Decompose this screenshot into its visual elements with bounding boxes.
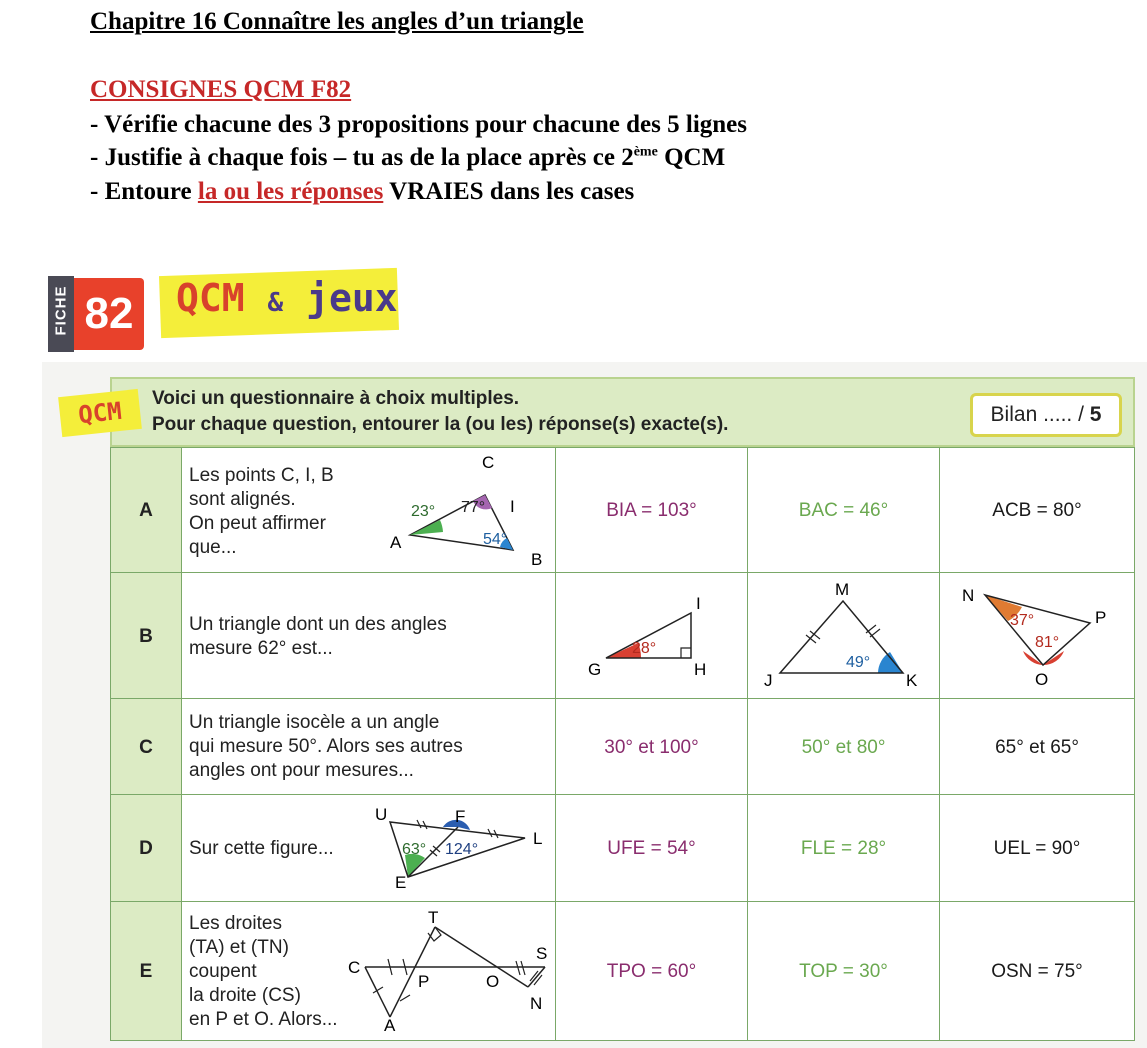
answer-e-1[interactable]: TPO = 60° [555,901,748,1041]
fiche-tab: FICHE [48,276,74,352]
svg-text:63°: 63° [402,841,427,858]
figure-triangle-mjk [748,573,938,697]
answer-c-2[interactable]: 50° et 80° [747,698,940,795]
svg-text:K: K [906,671,918,690]
svg-text:L: L [533,829,543,848]
svg-text:T: T [428,908,439,927]
answer-a-1[interactable]: BIA = 103° [555,447,748,573]
figure-triangle-npo [940,573,1132,697]
answer-b-3[interactable] [939,572,1135,699]
highlighted-text: la ou les réponses [197,178,384,205]
answer-d-3[interactable]: UEL = 90° [939,794,1135,902]
svg-text:S: S [536,944,548,963]
answer-a-3[interactable]: ACB = 80° [939,447,1135,573]
fiche-number: 82 [74,278,144,350]
svg-text:H: H [694,660,707,679]
qcm-badge: QCM [58,389,142,437]
svg-text:C: C [482,453,495,472]
figure-triangle-igh [556,573,746,697]
svg-text:81°: 81° [1035,634,1060,651]
question-c: Un triangle isocèle a un angle qui mesure 50°. Alors ses autres angles ont pour mesures... [181,698,556,795]
row-letter-e: E [110,901,182,1041]
question-e: Les droites (TA) et (TN) coupent la droite (CS) en P et O. Alors... [181,901,556,1041]
question-b: Un triangle dont un des angles mesure 62° est... [181,572,556,699]
svg-text:C: C [348,958,361,977]
intro-line-2: Pour chaque question, entourer la (ou les) réponse(s) exacte(s). [152,414,729,435]
svg-text:124°: 124° [445,841,479,858]
svg-text:U: U [375,805,388,824]
figure-lines-ta-tn [340,905,555,1037]
row-letter-b: B [110,572,182,699]
svg-text:A: A [384,1016,396,1035]
question-d: Sur cette figure... [181,794,556,902]
svg-text:I: I [510,497,515,516]
row-letter-a: A [110,447,182,573]
intro-line-1: Voici un questionnaire à choix multiples. [152,388,520,409]
answer-b-1[interactable] [555,572,748,699]
bilan-box: Bilan ..... / 5 [970,393,1122,437]
answer-d-1[interactable]: UFE = 54° [555,794,748,902]
question-a: Les points C, I, B sont alignés. On peut affirmer que... [181,447,556,573]
instruction-line-1: - Vérifie chacune des 3 propositions pour chacune des 5 lignes [90,111,747,138]
svg-text:77°: 77° [461,499,486,516]
answer-d-2[interactable]: FLE = 28° [747,794,940,902]
svg-text:M: M [835,580,850,599]
answer-a-2[interactable]: BAC = 46° [747,447,940,573]
answer-c-3[interactable]: 65° et 65° [939,698,1135,795]
instruction-line-2: - Justifie à chaque fois – tu as de la place après ce 2ème QCM [90,144,726,171]
svg-text:28°: 28° [632,640,657,657]
svg-text:J: J [764,671,773,690]
svg-text:A: A [390,533,402,552]
answer-b-2[interactable] [747,572,940,699]
figure-ufle [365,800,555,900]
instruction-line-3: - Entoure la ou les réponses VRAIES dans les cases [90,178,635,205]
svg-text:49°: 49° [846,654,871,671]
svg-text:F: F [455,807,466,826]
svg-text:37°: 37° [1010,612,1035,629]
svg-text:P: P [1095,608,1107,627]
answer-e-3[interactable]: OSN = 75° [939,901,1135,1041]
svg-text:B: B [531,550,543,569]
svg-text:G: G [588,660,602,679]
figure-triangle-cib [385,450,555,572]
fiche-title: QCM & jeux [176,276,398,320]
chapter-title: Chapitre 16 Connaître les angles d’un triangle [90,8,584,35]
consignes-title: CONSIGNES QCM F82 [90,76,352,103]
svg-text:54°: 54° [483,531,508,548]
svg-text:23°: 23° [411,503,436,520]
svg-text:E: E [395,873,407,892]
svg-text:N: N [530,994,543,1013]
svg-text:O: O [1035,670,1049,689]
row-letter-d: D [110,794,182,902]
answer-e-2[interactable]: TOP = 30° [747,901,940,1041]
svg-text:P: P [418,972,430,991]
row-letter-c: C [110,698,182,795]
svg-text:O: O [486,972,500,991]
answer-c-1[interactable]: 30° et 100° [555,698,748,795]
svg-text:I: I [696,594,701,613]
svg-text:N: N [962,586,975,605]
